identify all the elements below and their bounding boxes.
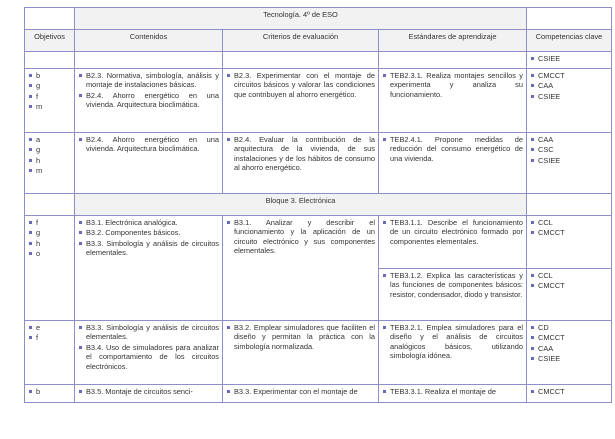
list-item: CMCCT: [530, 71, 608, 80]
criterio-cell: [223, 69, 379, 133]
table-row: [25, 52, 612, 69]
estandar-cell: [379, 216, 527, 269]
competencias-cell: [527, 69, 612, 133]
list-item: b: [28, 387, 71, 396]
title-row: [25, 8, 612, 30]
objetivos-cell: [25, 216, 75, 321]
list-item: f: [28, 218, 71, 227]
criterio-cell: [223, 321, 379, 385]
table-row: [25, 69, 612, 133]
list-item: TEB3.3.1. Realiza el montaje de: [382, 387, 523, 396]
objetivos-cell: [25, 133, 75, 194]
competencias-cell: [527, 385, 612, 403]
list-item: f: [28, 92, 71, 101]
estandar-cell: [379, 385, 527, 403]
criterio-cell: [223, 216, 379, 321]
list-item: CAA: [530, 135, 608, 144]
competencias-cell: [527, 52, 612, 69]
list-item: B3.5. Montaje de circuitos senci-: [78, 387, 219, 396]
list-item: B3.1. Electrónica analógica.: [78, 218, 219, 227]
list-item: CAA: [530, 344, 608, 353]
list-item: b: [28, 71, 71, 80]
list-item: CCL: [530, 218, 608, 227]
header-estandares: Estándares de aprendizaje: [379, 30, 527, 52]
section-title: Bloque 3. Electrónica: [75, 194, 527, 216]
list-item: B3.1. Analizar y describir el funcionamiento y la aplicación de un circuito electrónico y sus componentes elementales.: [226, 218, 375, 256]
header-contenidos: Contenidos: [75, 30, 223, 52]
estandar-cell: [379, 133, 527, 194]
objetivos-cell: [25, 69, 75, 133]
list-item: m: [28, 102, 71, 111]
header-competencias: Competencias clave: [527, 30, 612, 52]
list-item: CCL: [530, 271, 608, 280]
table-title: Tecnología. 4º de ESO: [75, 8, 527, 30]
list-item: B2.3. Normativa, simbología, análisis y montaje de instalaciones básicas.: [78, 71, 219, 90]
list-item: h: [28, 239, 71, 248]
list-item: CSIEE: [530, 354, 608, 363]
list-item: TEB2.4.1. Propone medidas de reducción del consumo energético de una vivienda.: [382, 135, 523, 163]
estandar-cell: [379, 321, 527, 385]
criterio-cell: [223, 385, 379, 403]
objetivos-cell: [25, 385, 75, 403]
list-item: CD: [530, 323, 608, 332]
list-item: m: [28, 166, 71, 175]
contenidos-cell: [75, 385, 223, 403]
list-item: CSC: [530, 145, 608, 154]
list-item: a: [28, 135, 71, 144]
list-item: TEB3.1.2. Explica las características y las funciones de componentes básicos: resistor, condensador, diodo y transistor.: [382, 271, 523, 299]
list-item: CSIEE: [530, 156, 608, 165]
list-item: h: [28, 156, 71, 165]
list-item: B2.3. Experimentar con el montaje de circuitos básicos y valorar las condiciones que contribuyen al ahorro energético.: [226, 71, 375, 99]
list-item: CMCCT: [530, 228, 608, 237]
list-item: CMCCT: [530, 387, 608, 396]
header-criterios: Criterios de evaluación: [223, 30, 379, 52]
list-item: B3.4. Uso de simuladores para analizar el comportamiento de los circuitos electrónicos.: [78, 343, 219, 371]
list-item: CMCCT: [530, 333, 608, 342]
list-item: g: [28, 145, 71, 154]
list-item: B2.4. Evaluar la contribución de la arquitectura de la vivienda, de sus instalaciones y de los hábitos de consumo al ahorro energético.: [226, 135, 375, 173]
contenidos-cell: [75, 133, 223, 194]
header-row: [25, 30, 612, 52]
list-item: TEB3.1.1. Describe el funcionamiento de un circuito electrónico formado por componentes elementales.: [382, 218, 523, 246]
objetivos-cell: [25, 321, 75, 385]
table-row: [25, 133, 612, 194]
competencias-cell: [527, 321, 612, 385]
curriculum-table: [24, 7, 612, 403]
list-item: B2.4. Ahorro energético en una vivienda. Arquitectura bioclimática.: [78, 91, 219, 110]
list-item: f: [28, 333, 71, 342]
list-item: g: [28, 81, 71, 90]
table-row: [25, 385, 612, 403]
list-item: TEB3.2.1. Emplea simuladores para el diseño y el análisis de circuitos analógicos básicos, utilizando simbología idónea.: [382, 323, 523, 361]
section-row: [25, 194, 612, 216]
list-item: CSIEE: [530, 54, 608, 63]
contenidos-cell: [75, 321, 223, 385]
contenidos-cell: [75, 216, 223, 321]
list-item: CMCCT: [530, 281, 608, 290]
list-item: B3.2. Componentes básicos.: [78, 228, 219, 237]
list-item: CAA: [530, 81, 608, 90]
criterio-cell: [223, 133, 379, 194]
table-row: [25, 321, 612, 385]
estandar-cell: [379, 269, 527, 321]
list-item: B3.2. Emplear simuladores que faciliten el diseño y permitan la práctica con la simbología normalizada.: [226, 323, 375, 351]
list-item: e: [28, 323, 71, 332]
list-item: o: [28, 249, 71, 258]
estandar-cell: [379, 69, 527, 133]
list-item: TEB2.3.1. Realiza montajes sencillos y experimenta y analiza su funcionamiento.: [382, 71, 523, 99]
list-item: B3.3. Simbología y análisis de circuitos elementales.: [78, 239, 219, 258]
list-item: B3.3. Simbología y análisis de circuitos elementales.: [78, 323, 219, 342]
header-objetivos: Objetivos: [25, 30, 75, 52]
list-item: CSIEE: [530, 92, 608, 101]
competencias-cell: [527, 269, 612, 321]
list-item: g: [28, 228, 71, 237]
contenidos-cell: [75, 69, 223, 133]
table-row: [25, 216, 612, 269]
competencias-cell: [527, 133, 612, 194]
list-item: B3.3. Experimentar con el montaje de: [226, 387, 375, 396]
list-item: B2.4. Ahorro energético en una vivienda. Arquitectura bioclimática.: [78, 135, 219, 154]
competencias-cell: [527, 216, 612, 269]
